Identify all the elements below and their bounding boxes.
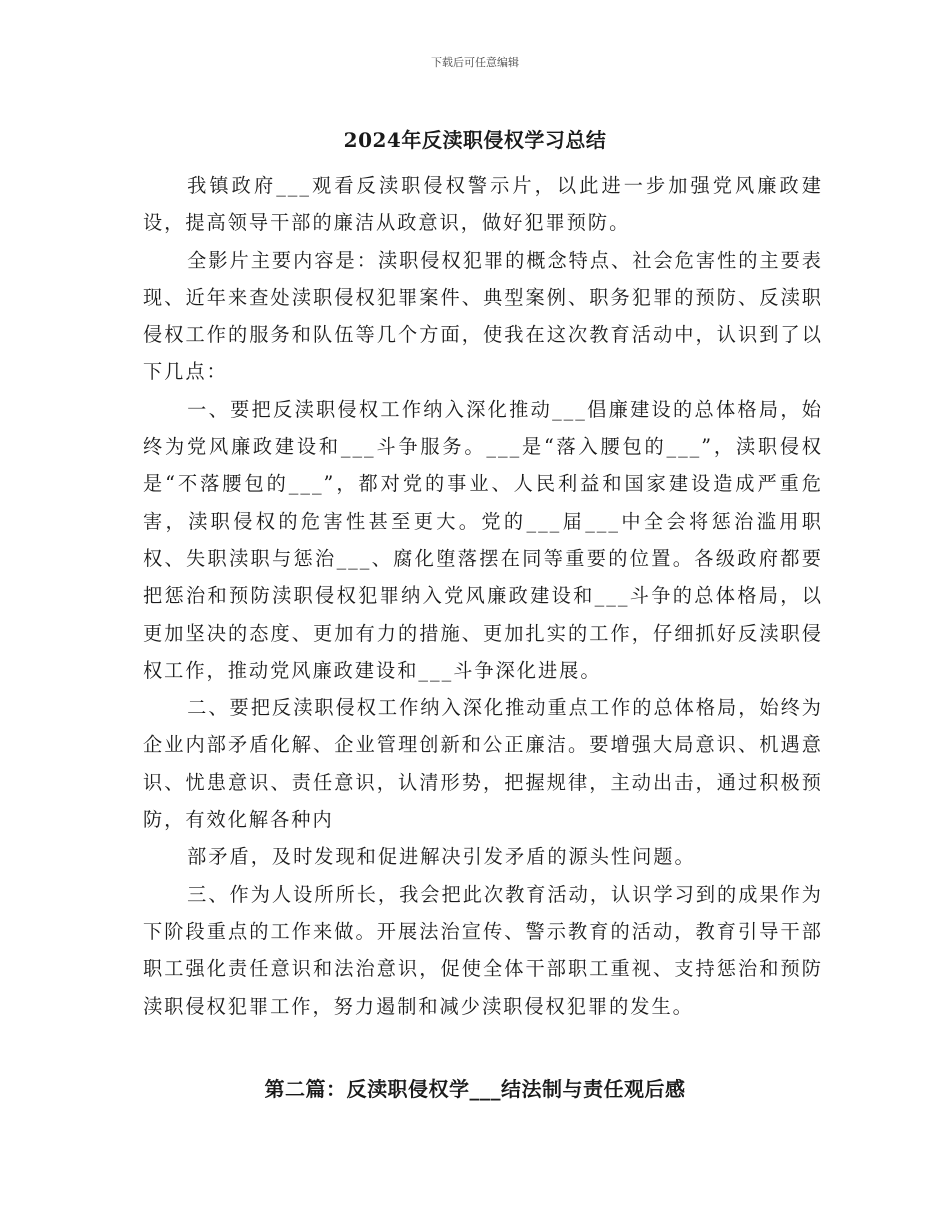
paragraph-point-two: 二、要把反渎职侵权工作纳入深化推动重点工作的总体格局，始终为企业内部矛盾化解、企业管理创新和公正廉洁。要增强大局意识、机遇意识、忧患意识、责任意识，认清形势，把握规律，主动出击，通过积极预防，有效化解各种内 [143,696,823,832]
section-title: 第二篇：反渎职侵权学___结法制与责任观后感 [264,1077,686,1101]
header-note: 下载后可任意编辑 [431,56,519,69]
paragraph-film-content: 全影片主要内容是：渎职侵权犯罪的概念特点、社会危害性的主要表现、近年来查处渎职侵权犯罪案件、典型案例、职务犯罪的预防、反渎职侵权工作的服务和队伍等几个方面，使我在这次教育活动中，认识到了以下几点： [143,248,823,384]
document-title: 2024年反渎职侵权学习总结 [343,128,607,152]
paragraph-point-three: 三、作为人设所所长，我会把此次教育活动，认识学习到的成果作为下阶段重点的工作来做。开展法治宣传、警示教育的活动，教育引导干部职工强化责任意识和法治意识，促使全体干部职工重视、支持惩治和预防渎职侵权犯罪工作，努力遏制和减少渎职侵权犯罪的发生。 [143,882,823,1018]
paragraph-intro: 我镇政府___观看反渎职侵权警示片，以此进一步加强党风廉政建设，提高领导干部的廉洁从政意识，做好犯罪预防。 [143,174,823,235]
document-body [143,167,823,1025]
paragraph-point-one: 一、要把反渎职侵权工作纳入深化推动___倡廉建设的总体格局，始终为党风廉政建设和___斗争服务。___是“落入腰包的___”，渎职侵权是“不落腰包的___”，都对党的事业、人民利益和国家建设造成严重危害，渎职侵权的危害性甚至更大。党的___届___中全会将惩治滥用职权、失职渎职与惩治___、腐化堕落摆在同等重要的位置。各级政府都要把惩治和预防渎职侵权犯罪纳入党风廉政建设和___斗争的总体格局，以更加坚决的态度、更加有力的措施、更加扎实的工作，仔细抓好反渎职侵权工作，推动党风廉政建设和___斗争深化进展。 [143,397,823,682]
paragraph-point-two-continued: 部矛盾，及时发现和促进解决引发矛盾的源头性问题。 [187,845,696,869]
